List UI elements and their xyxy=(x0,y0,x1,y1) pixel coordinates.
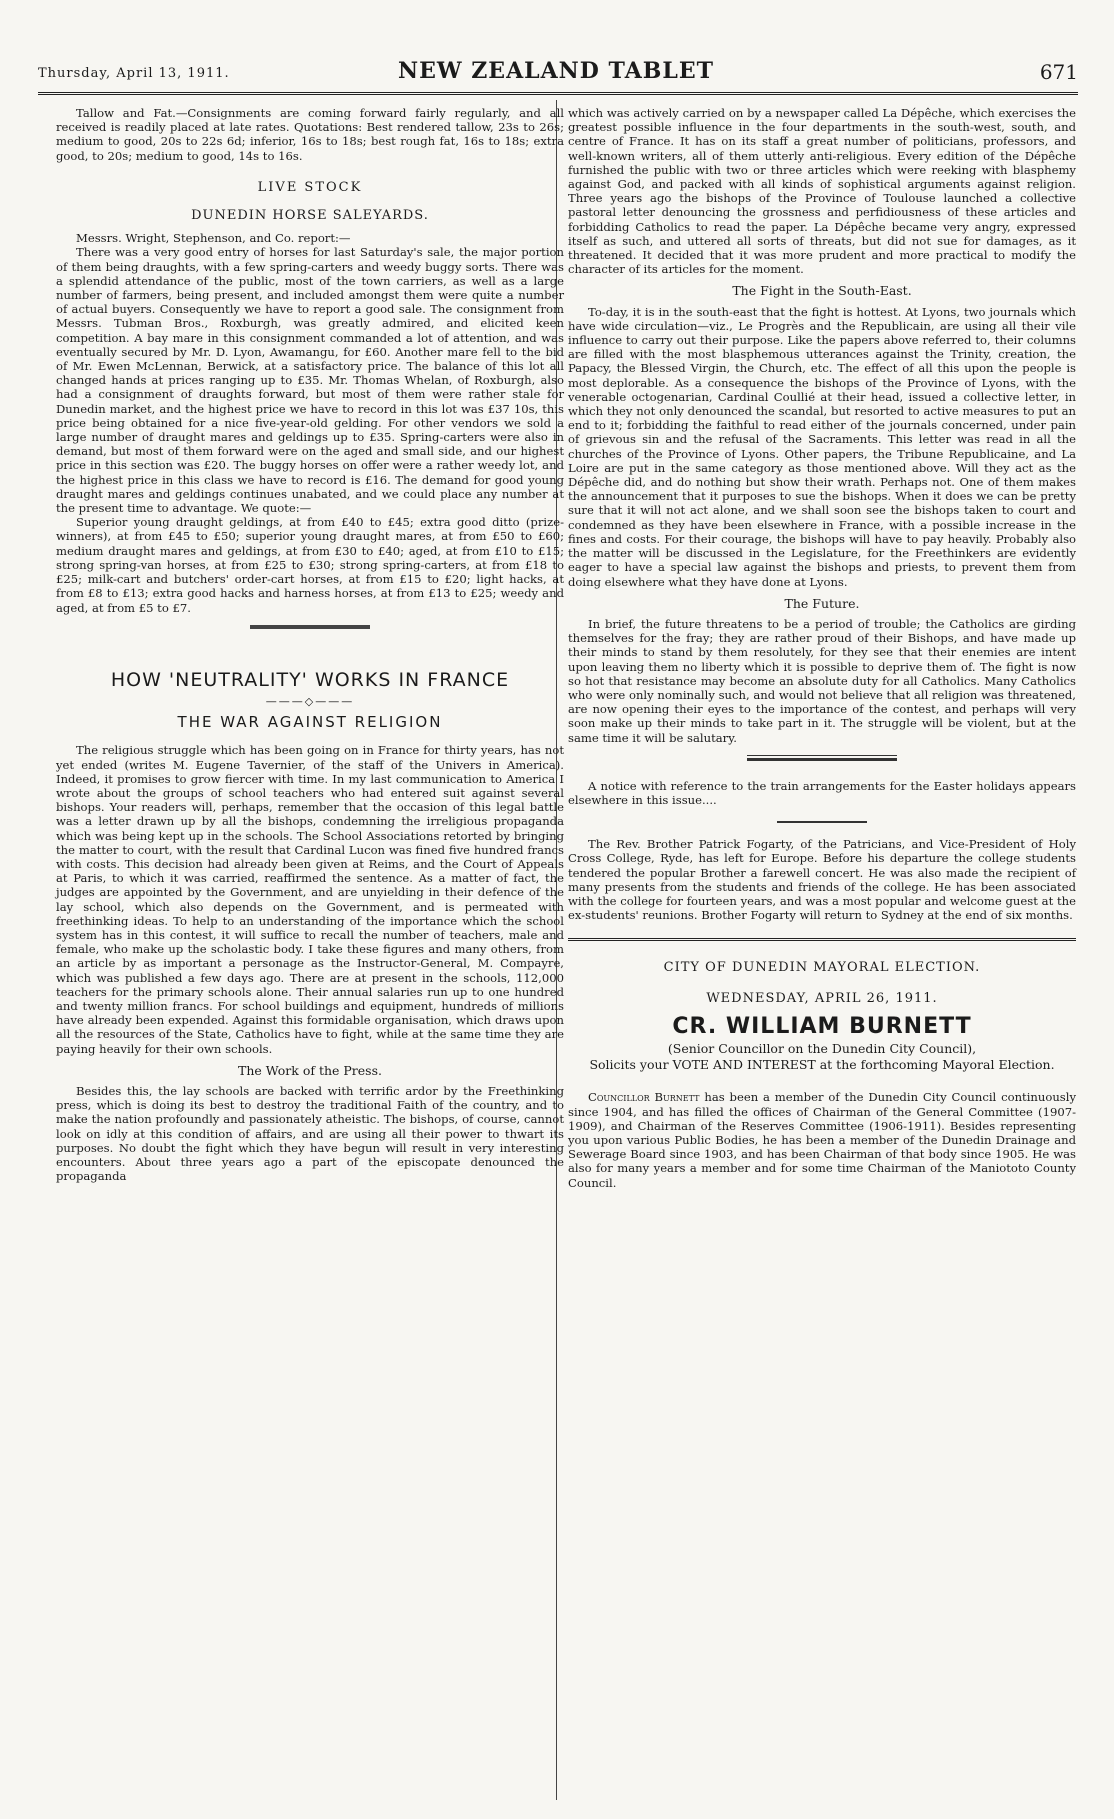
article-title: HOW 'NEUTRALITY' WORKS IN FRANCE xyxy=(110,668,510,691)
quote-body: Superior young draught geldings, at from £40 to £45; extra good ditto (prize-winners), at from £45 to £50; superior young draught mares, at from £50 to £60; medium draught mares and geldings, at from £30 to £40; aged, at from £10 to £15; strong spring-van horses, at from £25 to £30; strong spring-carters, at from £18 to £25; milk-cart and butchers' order-cart horses, at from £15 to £20; light hacks, at from £8 to £13; extra good hacks and harness horses, at from £13 to £25; weedy and aged, at from £5 to £7. xyxy=(56,515,564,615)
fight-heading: The Fight in the South-East. xyxy=(732,283,912,299)
right-column xyxy=(568,106,1076,1190)
fogarty-paragraph: The Rev. Brother Patrick Fogarty, of the Patricians, and Vice-President of Holy Cross College, Ryde, has left for Europe. Before his departure the college students tendered the popular Brother a farewell concert. He was also made the recipient of many presents from the students and friends of the college. He has been associated with the college for fourteen years, and was a most popular and welcome guest at the ex-students' reunions. Brother Fogarty will return to Sydney at the end of six months. xyxy=(568,837,1076,923)
header-rule xyxy=(38,92,1078,95)
left-column xyxy=(56,106,564,1183)
candidate-bio xyxy=(568,1090,1076,1189)
article-paragraph-2: Besides this, the lay schools are backed with terrific ardor by the Freethinking press, which is doing its best to destroy the traditional Faith of the country, and to make the nation profoundly and passionately atheistic. The bishops, of course, cannot look on idly at this condition of affairs, and are using all their power to thwart its purposes. No doubt the fight which they have begun will result in very interesting encounters. About three years ago a part of the episcopate denounced the propaganda xyxy=(56,1083,564,1184)
bio-lead: Councillor Burnett xyxy=(588,1090,700,1105)
issue-date: Thursday, April 13, 1911. xyxy=(38,66,230,81)
notice-divider xyxy=(777,821,867,823)
report-body: There was a very good entry of horses for last Saturday's sale, the major portion of them being draughts, with a few spring-carters and weedy buggy sorts. There was a splendid attendance of the public, most of the town carriers, as well as a large number of farmers, being present, and included amongst them were quite a number of actual buyers. Consequently we have to report a good sale. The consignment from Messrs. Tubman Bros., Roxburgh, was greatly admired, and elicited keen competition. A bay mare in this consignment commanded a lot of attention, and was eventually secured by Mr. D. Lyon, Awamangu, for £60. Another mare fell to the bid of Mr. Ewen McLennan, Berwick, at a satisfactory price. The balance of this lot all changed hands at prices ranging up to £35. Mr. Thomas Whelan, of Roxburgh, also had a consignment of draughts forward, but most of them were rather stale for Dunedin market, and the highest price we have to record in this lot was £37 10s, this price being obtained for a nice five-year-old gelding. For other vendors we sold a large number of draught mares and geldings up to £35. Spring-carters were also in demand, but most of them forward were on the aged and small side, and our highest price in this section was £20. The buggy horses on offer were a rather weedy lot, and the highest price in this class we have to record is £16. The demand for good young draught mares and geldings continues unabated, and we could place any number at the present time to advantage. We quote:— xyxy=(56,245,564,516)
saleyards-heading: DUNEDIN HORSE SALEYARDS. xyxy=(191,208,429,224)
advert-rule xyxy=(568,938,1076,941)
election-heading: CITY OF DUNEDIN MAYORAL ELECTION. xyxy=(663,960,981,976)
article-paragraph-3: which was actively carried on by a newspaper called La Dépêche, which exercises the greatest possible influence in the four departments in the south-west, south, and centre of France. It has on its staff a great number of politicians, professors, and well-known writers, all of them utterly anti-religious. Every edition of the Dépêche furnished the public with two or three articles which were reeking with blasphemy against God, and packed with all kinds of sophistical arguments against religion. Three years ago the bishops of the Province of Toulouse launched a collective pastoral letter denouncing the grossness and perfidiousness of these articles and forbidding Catholics to read the paper. La Dépêche became very angry, expressed itself as such, and uttered all sorts of threats, but did not sue for damages, as it threatened. It decided that it was more prudent and more practical to modify the character of its articles for the moment. xyxy=(568,106,1076,277)
ornament-divider: ———◇——— xyxy=(265,694,355,708)
report-intro: Messrs. Wright, Stephenson, and Co. report:— xyxy=(76,231,351,246)
future-heading: The Future. xyxy=(784,595,860,611)
election-date: WEDNESDAY, APRIL 26, 1911. xyxy=(706,990,938,1006)
section-divider xyxy=(250,625,370,629)
candidate-role: (Senior Councillor on the Dunedin City Council), xyxy=(667,1040,977,1056)
live-stock-heading: LIVE STOCK xyxy=(257,179,363,195)
masthead-title: NEW ZEALAND TABLET xyxy=(398,58,714,84)
notice-paragraph: A notice with reference to the train arrangements for the Easter holidays appears elsewhere in this issue.... xyxy=(568,778,1076,807)
candidate-name: CR. WILLIAM BURNETT xyxy=(672,1013,972,1039)
article-paragraph-4: To-day, it is in the south-east that the fight is hottest. At Lyons, two journals which have wide circulation—viz., Le Progrès and the Republicain, are using all their vile influence to carry out their purpose. Like the papers above referred to, their columns are filled with the most blasphemous utterances against the Trinity, creation, the Papacy, the Blessed Virgin, the Church, etc. The effect of all this upon the people is most deplorable. As a consequence the bishops of the Province of Lyons, with the venerable octogenarian, Cardinal Coullié at their head, issued a collective letter, in which they not only denounced the scandal, but resorted to active measures to put an end to it; forbidding the faithful to read either of the journals concerned, under pain of grievous sin and the refusal of the Sacraments. This letter was read in all the churches of the Province of Lyons. Other papers, the Tribune Republicaine, and La Loire are put in the same category as those mentioned above. Will they act as the Dépêche did, and do nothing but show their wrath. Perhaps not. One of them makes the announcement that it purposes to sue the bishops. When it does we can be pretty sure that it will not act alone, and we shall soon see the bishops taken to court and condemned as they have been elsewhere in France, with a possible increase in the fines and costs. For their courage, the bishops will have to pay heavily. Probably also the matter will be discussed in the Legislature, for the Freethinkers are evidently eager to have a special law against the bishops and priests, to prevent them from doing elsewhere what they have done at Lyons. xyxy=(568,304,1076,589)
page-header xyxy=(38,58,1078,92)
tallow-paragraph: Tallow and Fat.—Consignments are coming forward fairly regularly, and all received is readily placed at late rates. Quotations: Best rendered tallow, 23s to 26s; medium to good, 20s to 22s 6d; inferior, 16s to 18s; best rough fat, 16s to 18s; extra good, to 20s; medium to good, 14s to 16s. xyxy=(56,106,564,163)
quote-block xyxy=(56,515,564,614)
article-subtitle: THE WAR AGAINST RELIGION xyxy=(177,713,443,732)
article-end-rule xyxy=(747,755,897,761)
article-paragraph-5: In brief, the future threatens to be a period of trouble; the Catholics are girding themselves for the fray; they are rather proud of their Bishops, and have made up their minds to stand by them resolutely, for they see that their enemies are intent upon leaving them no liberty which it is possible to deprive them of. The fight is now so hot that resistance may become an absolute duty for all Catholics. Many Catholics who were only nominally such, and would not believe that all religion was threatened, are now opening their eyes to the importance of the contest, and perhaps will very soon make up their minds to take part in it. The struggle will be violent, but at the same time it will be salutary. xyxy=(568,616,1076,745)
page-number: 671 xyxy=(1039,60,1078,84)
press-heading: The Work of the Press. xyxy=(238,1062,382,1078)
bio-rest: has been a member of the Dunedin City Council continuously since 1904, and has filled the offices of Chairman of the General Committee (1907-1909), and Chairman of the Reserves Committee (1906-1911). Besides representing you upon various Public Bodies, he has been a member of the Dunedin Drainage and Sewerage Board since 1903, and has been Chairman of that body since 1905. He was also for many years a member and for some time Chairman of the Maniototo County Council. xyxy=(568,1090,1077,1190)
article-paragraph-1: The religious struggle which has been going on in France for thirty years, has not yet ended (writes M. Eugene Tavernier, of the staff of the Univers in America). Indeed, it promises to grow fiercer with time. In my last communication to America I wrote about the groups of school teachers who had entered suit against several bishops. Your readers will, perhaps, remember that the occasion of this legal battle was a letter drawn up by all the bishops, condemning the irreligious propaganda which was being kept up in the schools. The School Associations retorted by bringing the matter to court, with the result that Cardinal Lucon was fined five hundred francs with costs. This decision had already been given at Reims, and the Court of Appeals at Paris, to which it was carried, reaffirmed the sentence. As a matter of fact, the judges are appointed by the Government, and are unyielding in their defence of the lay school, which also depends on the Government, and is permeated with freethinking ideas. To help to an understanding of the importance which the school system has in this contest, it will suffice to recall the number of teachers, male and female, who make up the scholastic body. I take these figures and many others, from an article by as important a personage as the Instructor-General, M. Compayre, which was published a few days ago. There are at present in the schools, 112,000 teachers for the primary schools alone. Their annual salaries run up to one hundred and twenty million francs. For school buildings and equipment, hundreds of millions have already been expended. Against this formidable organisation, which draws upon all the resources of the State, Catholics have to fight, while at the same time they are paying heavily for their own schools. xyxy=(56,743,564,1056)
solicit-line: Solicits your VOTE AND INTEREST at the forthcoming Mayoral Election. xyxy=(589,1057,1055,1073)
